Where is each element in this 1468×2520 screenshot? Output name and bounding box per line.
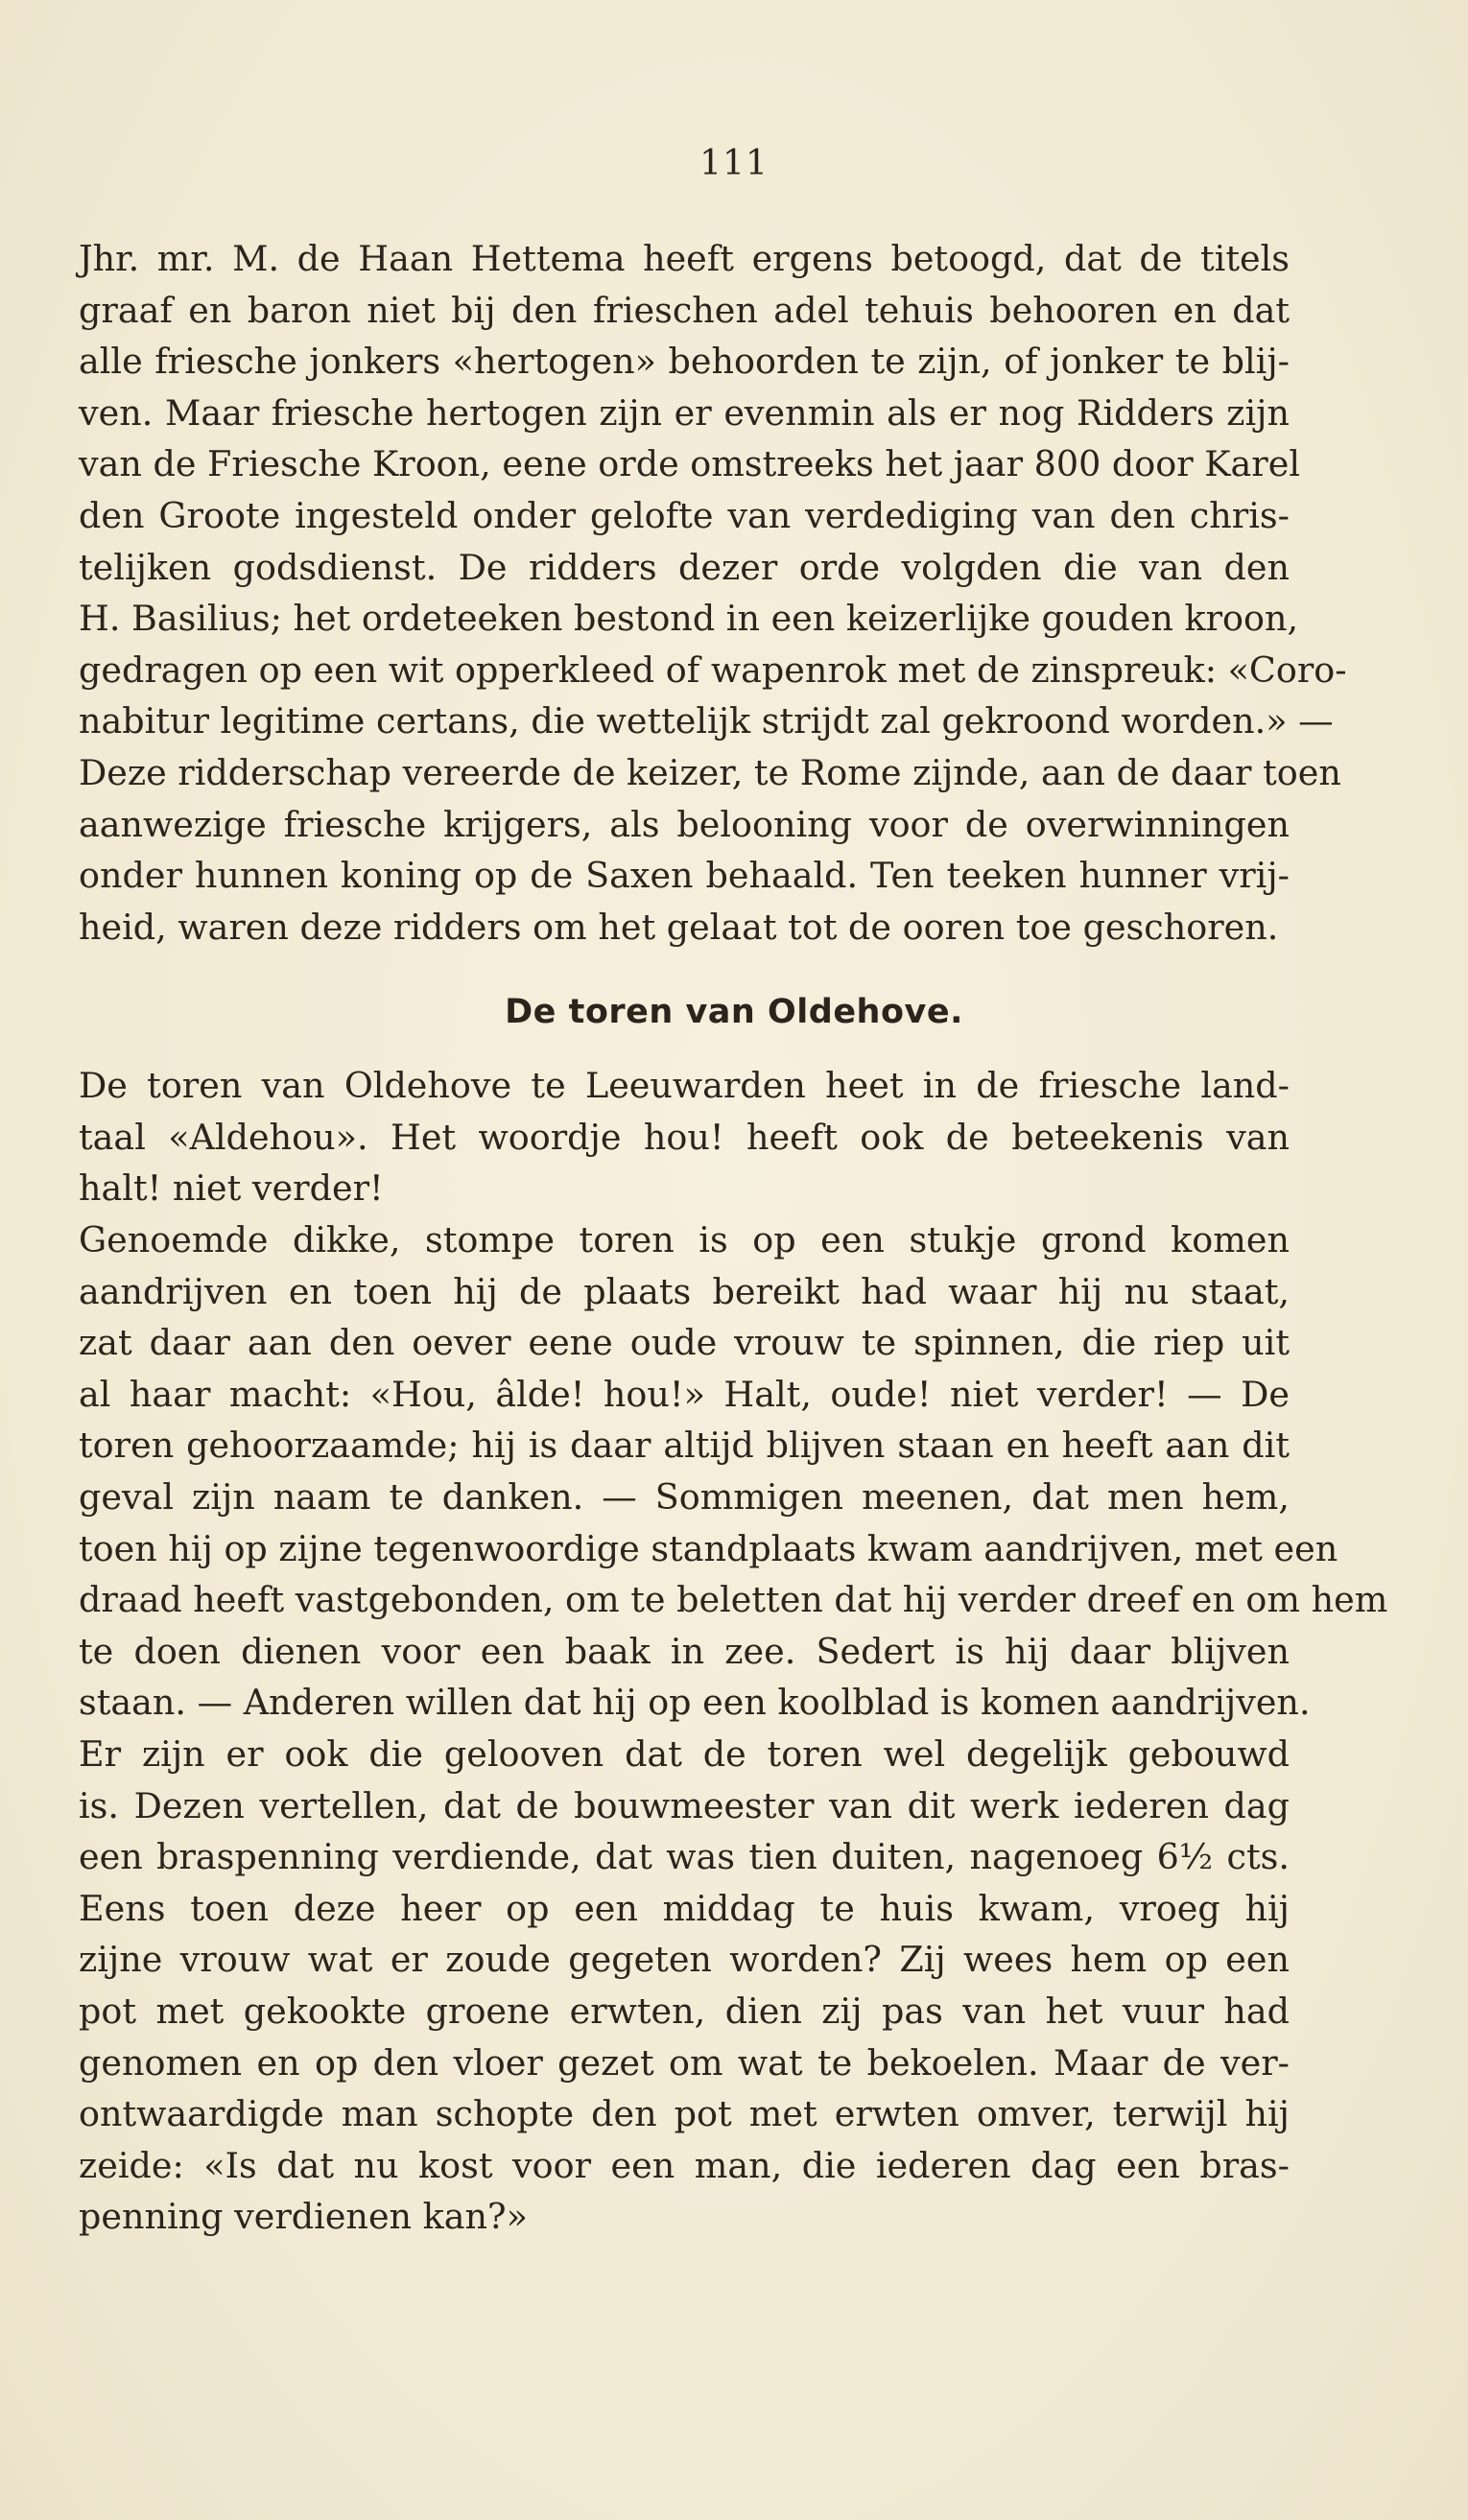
text-line: zeide: «Is dat nu kost voor een man, die iederen dag een bras- [79, 2144, 1290, 2186]
text-line: Eens toen deze heer op een middag te huis kwam, vroeg hij [79, 1887, 1290, 1929]
text-line: den Groote ingesteld onder gelofte van verdediging van den chris- [79, 494, 1290, 536]
text-line: De toren van Oldehove te Leeuwarden heet in de friesche land- [79, 1065, 1290, 1106]
text-line: Deze ridderschap vereerde de keizer, te Rome zijnde, aan de daar toen [79, 751, 1341, 793]
text-line: zat daar aan den oever eene oude vrouw te spinnen, die riep uit [79, 1322, 1290, 1364]
text-line: van de Friesche Kroon, eene orde omstreeks het jaar 800 door Karel [79, 443, 1301, 485]
text-line: alle friesche jonkers «hertogen» behoorden te zijn, of jonker te blij- [79, 341, 1290, 383]
text-line: H. Basilius; het ordeteeken bestond in een keizerlijke gouden kroon, [79, 598, 1299, 640]
text-line: gedragen op een wit opperkleed of wapenrok met de zinspreuk: «Coro- [79, 648, 1347, 691]
text-line: geval zijn naam te danken. — Sommigen meenen, dat men hem, [79, 1475, 1290, 1518]
text-line: te doen dienen voor een baak in zee. Sedert is hij daar blijven [79, 1630, 1290, 1672]
text-line: telijken godsdienst. De ridders dezer orde volgden die van den [79, 546, 1290, 588]
text-line: is. Dezen vertellen, dat de bouwmeester van dit werk iederen dag [79, 1784, 1290, 1826]
text-line: halt! niet verder! [79, 1167, 384, 1210]
text-line: penning verdienen kan?» [79, 2196, 528, 2238]
text-line: toren gehoorzaamde; hij is daar altijd blijven staan en heeft aan dit [79, 1425, 1290, 1467]
text-line: onder hunnen koning op de Saxen behaald. Ten teeken hunner vrij- [79, 855, 1290, 897]
text-line: ven. Maar friesche hertogen zijn er evenmin als er nog Ridders zijn [79, 391, 1290, 434]
text-line: draad heeft vastgebonden, om te beletten dat hij verder dreef en om hem [79, 1579, 1388, 1621]
text-line: genomen en op den vloer gezet om wat te bekoelen. Maar de ver- [79, 2041, 1290, 2084]
text-line: een braspenning verdiende, dat was tien duiten, nagenoeg 6½ cts. [79, 1836, 1290, 1878]
text-line: taal «Aldehou». Het woordje hou! heeft ook de beteekenis van [79, 1116, 1290, 1158]
text-line: aandrijven en toen hij de plaats bereikt had waar hij nu staat, [79, 1270, 1290, 1312]
text-line: pot met gekookte groene erwten, dien zij pas van het vuur had [79, 1990, 1290, 2032]
text-line: heid, waren deze ridders om het gelaat tot de ooren toe geschoren. [79, 906, 1279, 948]
paragraph-titles [79, 233, 1347, 953]
text-line: al haar macht: «Hou, âlde! hou!» Halt, oude! niet verder! — De [79, 1373, 1290, 1415]
text-line: ontwaardigde man schopte den pot met erwten omver, terwijl hij [79, 2093, 1290, 2135]
text-line: staan. — Anderen willen dat hij op een koolblad is komen aandrijven. [79, 1682, 1311, 1724]
paragraph-legend [79, 1214, 1388, 1729]
page-number: 111 [699, 144, 769, 183]
text-line: Er zijn er ook die gelooven dat de toren wel degelijk gebouwd [79, 1733, 1290, 1775]
section-heading: De toren van Oldehove. [505, 993, 963, 1031]
text-line: nabitur legitime certans, die wettelijk strijdt zal gekroond worden.» — [79, 700, 1334, 742]
text-line: toen hij op zijne tegenwoordige standplaats kwam aandrijven, met een [79, 1527, 1338, 1569]
text-line: zijne vrouw wat er zoude gegeten worden? Zij wees hem op een [79, 1939, 1290, 1981]
text-line: Jhr. mr. M. de Haan Hettema heeft ergens betoogd, dat de titels [79, 238, 1290, 279]
paragraph-builder [79, 1729, 1290, 2243]
text-line: aanwezige friesche krijgers, als belooning voor de overwinningen [79, 803, 1290, 845]
text-line: Genoemde dikke, stompe toren is op een stukje grond komen [79, 1219, 1290, 1260]
text-line: graaf en baron niet bij den frieschen adel tehuis behooren en dat [79, 289, 1290, 331]
paragraph-oldehove-intro [79, 1060, 1290, 1214]
